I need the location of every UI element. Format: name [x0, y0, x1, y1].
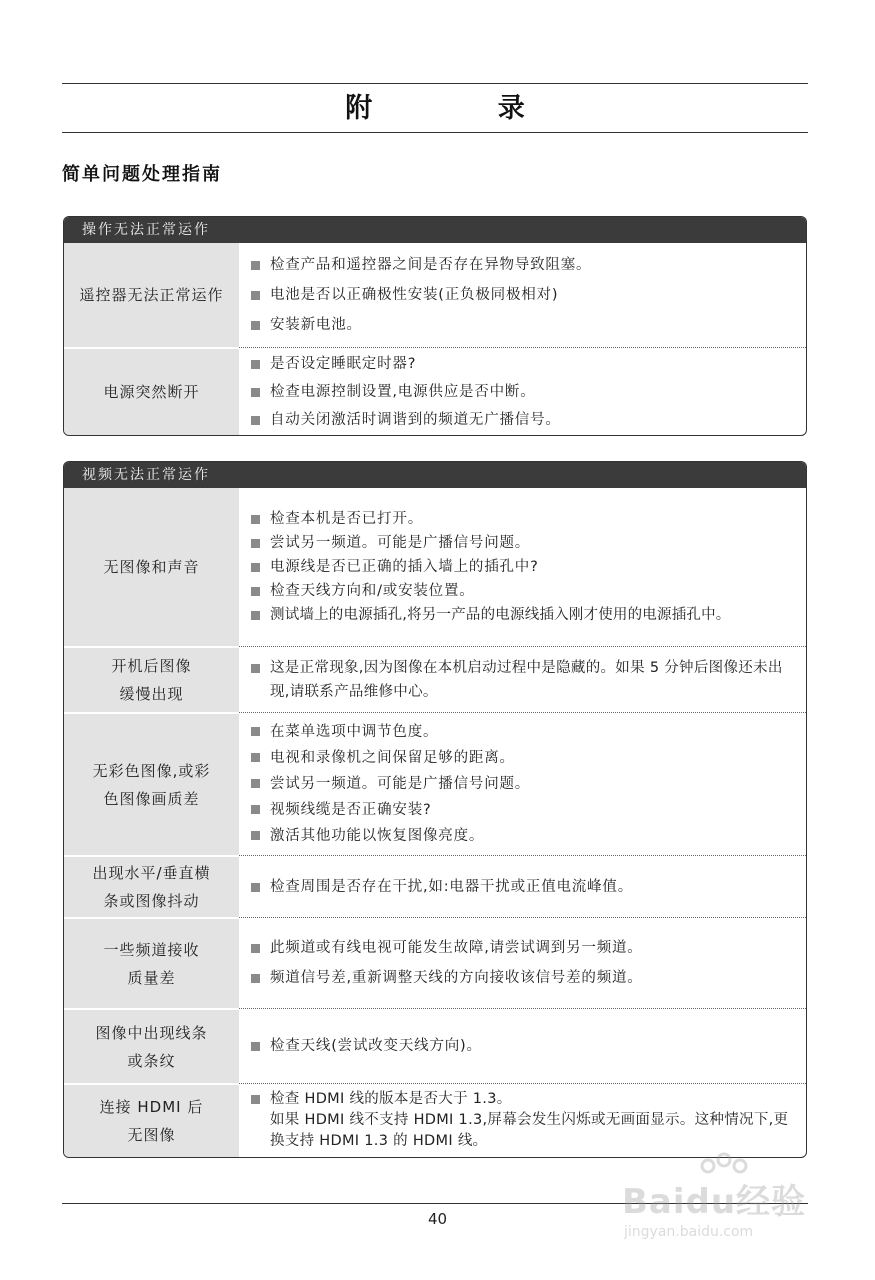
table-video: [63, 461, 807, 1158]
square-bullet-icon: [251, 388, 260, 397]
list-item: 电池是否以正确极性安装(正负极同极相对): [251, 283, 800, 307]
list-item: 尝试另一频道。可能是广播信号问题。: [251, 771, 800, 797]
square-bullet-icon: [251, 587, 260, 596]
square-bullet-icon: [251, 805, 260, 814]
list-item: 安装新电池。: [251, 313, 800, 337]
list-item: 测试墙上的电源插孔,将另一产品的电源线插入刚才使用的电源插孔中。: [251, 603, 800, 627]
square-bullet-icon: [251, 611, 260, 620]
top-rule: [62, 83, 808, 84]
table-row: [64, 1083, 806, 1157]
list-item: 检查本机是否已打开。: [251, 507, 800, 531]
list-item: 此频道或有线电视可能发生故障,请尝试调到另一频道。: [251, 936, 800, 960]
table-row: [64, 917, 806, 1008]
square-bullet-icon: [251, 664, 260, 673]
square-bullet-icon: [251, 883, 260, 892]
watermark-brand: Baidu经验: [622, 1182, 807, 1222]
section-heading: 简单问题处理指南: [62, 164, 222, 185]
solution-list: [239, 488, 806, 646]
list-item: 检查天线方向和/或安装位置。: [251, 579, 800, 603]
watermark-url: jingyan.baidu.com: [624, 1224, 754, 1240]
square-bullet-icon: [251, 291, 260, 300]
list-item: 视频线缆是否正确安装?: [251, 797, 800, 823]
solution-list: [239, 917, 806, 1008]
solution-list: [239, 712, 806, 855]
problem-label: 无图像和声音: [64, 488, 239, 646]
square-bullet-icon: [251, 831, 260, 840]
list-item: 是否设定睡眠定时器?: [251, 352, 800, 376]
list-item: 电源线是否已正确的插入墙上的插孔中?: [251, 555, 800, 579]
list-item: 检查周围是否存在干扰,如:电器干扰或正值电流峰值。: [251, 875, 800, 899]
problem-label: 出现水平/垂直横 条或图像抖动: [64, 855, 239, 917]
square-bullet-icon: [251, 1095, 260, 1104]
list-item: 检查产品和遥控器之间是否存在异物导致阻塞。: [251, 253, 800, 277]
solution-list: [239, 1008, 806, 1083]
problem-label: 一些频道接收 质量差: [64, 917, 239, 1008]
solution-list: [239, 347, 806, 435]
baidu-watermark: [622, 1152, 822, 1252]
square-bullet-icon: [251, 944, 260, 953]
square-bullet-icon: [251, 753, 260, 762]
list-item: 电视和录像机之间保留足够的距离。: [251, 745, 800, 771]
table-header: 操作无法正常运作: [64, 217, 806, 243]
list-item: 检查 HDMI 线的版本是否大于 1.3。 如果 HDMI 线不支持 HDMI 1.3,屏幕会发生闪烁或无画面显示。这种情况下,更换支持 HDMI 1.3 的 HDMI 线。: [251, 1089, 800, 1152]
square-bullet-icon: [251, 563, 260, 572]
list-item: 检查天线(尝试改变天线方向)。: [251, 1034, 800, 1058]
list-item: 频道信号差,重新调整天线的方向接收该信号差的频道。: [251, 966, 800, 990]
problem-label: 开机后图像 缓慢出现: [64, 646, 239, 712]
square-bullet-icon: [251, 1042, 260, 1051]
solution-list: [239, 646, 806, 712]
list-item: 在菜单选项中调节色度。: [251, 719, 800, 745]
table-row: [64, 243, 806, 347]
square-bullet-icon: [251, 727, 260, 736]
list-item: 检查电源控制设置,电源供应是否中断。: [251, 380, 800, 404]
table-row: [64, 712, 806, 855]
title-underline: [62, 132, 808, 133]
solution-list: [239, 1083, 806, 1157]
list-item: 这是正常现象,因为图像在本机启动过程中是隐藏的。如果 5 分钟后图像还未出现,请联系产品维修中心。: [251, 656, 800, 704]
square-bullet-icon: [251, 261, 260, 270]
table-header: 视频无法正常运作: [64, 462, 806, 488]
list-item: 尝试另一频道。可能是广播信号问题。: [251, 531, 800, 555]
problem-label: 连接 HDMI 后 无图像: [64, 1083, 239, 1157]
problem-label: 无彩色图像,或彩 色图像画质差: [64, 712, 239, 855]
square-bullet-icon: [251, 515, 260, 524]
problem-label: 图像中出现线条 或条纹: [64, 1008, 239, 1083]
table-row: [64, 1008, 806, 1083]
page-title: 附 录: [345, 93, 583, 124]
problem-label: 遥控器无法正常运作: [64, 243, 239, 347]
table-row: [64, 646, 806, 712]
square-bullet-icon: [251, 974, 260, 983]
solution-list: [239, 855, 806, 917]
table-row: [64, 488, 806, 646]
square-bullet-icon: [251, 539, 260, 548]
square-bullet-icon: [251, 360, 260, 369]
list-item: 激活其他功能以恢复图像亮度。: [251, 823, 800, 849]
problem-label: 电源突然断开: [64, 347, 239, 435]
table-row: [64, 855, 806, 917]
square-bullet-icon: [251, 321, 260, 330]
square-bullet-icon: [251, 416, 260, 425]
table-row: [64, 347, 806, 435]
list-item: 自动关闭激活时调谐到的频道无广播信号。: [251, 408, 800, 432]
table-operation: [63, 216, 807, 436]
page-number: 40: [427, 1210, 448, 1228]
square-bullet-icon: [251, 779, 260, 788]
solution-list: [239, 243, 806, 347]
